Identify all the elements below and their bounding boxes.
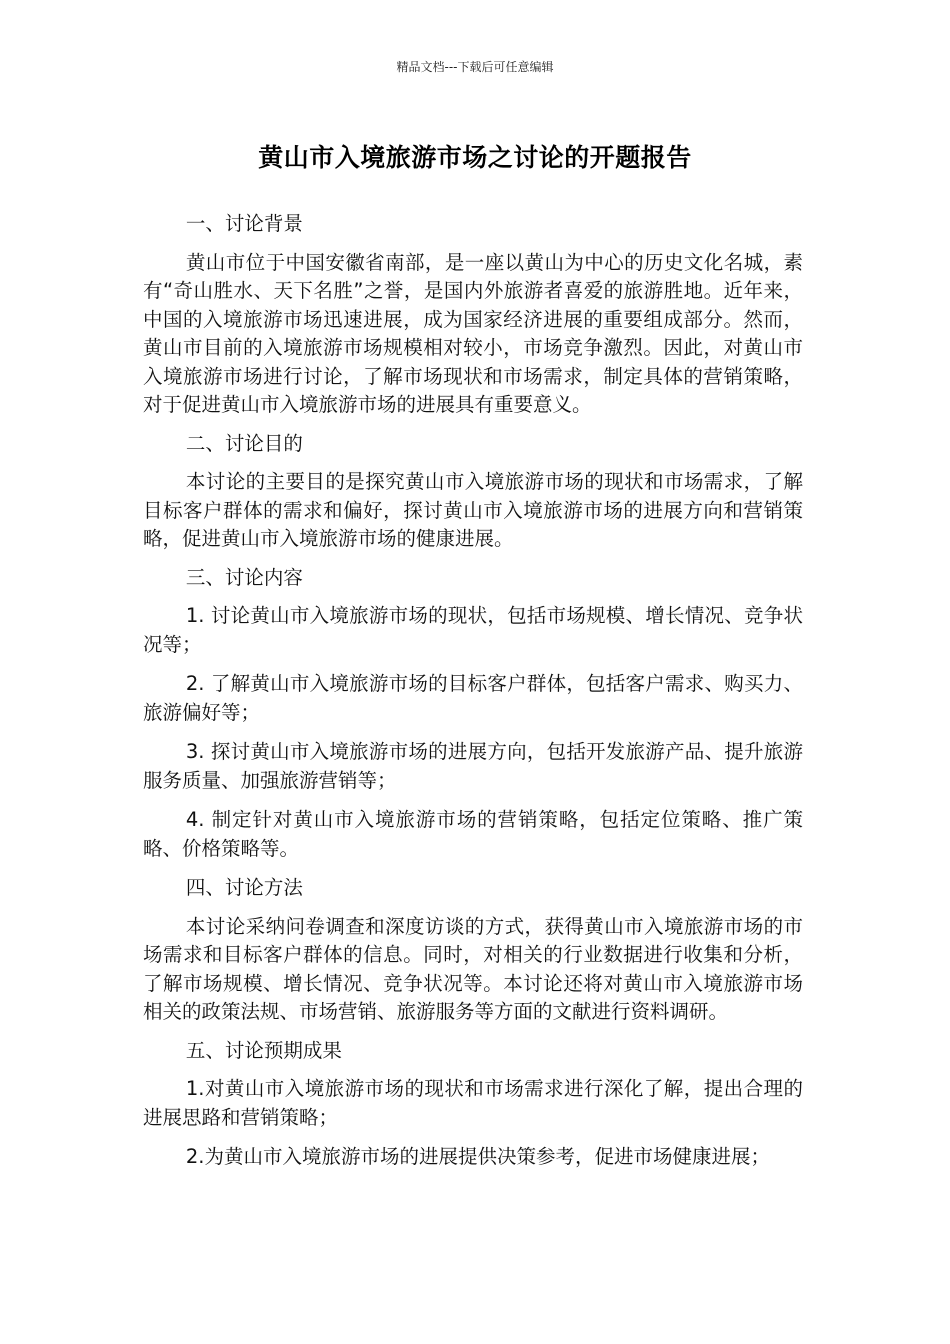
- list-item-content-4: 4. 制定针对黄山市入境旅游市场的营销策略，包括定位策略、推广策略、价格策略等。: [143, 808, 803, 860]
- section-heading-content: 三、讨论内容: [185, 565, 303, 589]
- paragraph-method: 本讨论采纳问卷调查和深度访谈的方式，获得黄山市入境旅游市场的市场需求和目标客户群体的信息。同时，对相关的行业数据进行收集和分析，了解市场规模、增长情况、竞争状况等。本讨论还将对黄山市入境旅游市场相关的政策法规、市场营销、旅游服务等方面的文献进行资料调研。: [143, 914, 803, 1023]
- list-item-outcome-1: 1.对黄山市入境旅游市场的现状和市场需求进行深化了解，提出合理的进展思路和营销策略；: [143, 1077, 803, 1129]
- paragraph-purpose: 本讨论的主要目的是探究黄山市入境旅游市场的现状和市场需求，了解目标客户群体的需求和偏好，探讨黄山市入境旅游市场的进展方向和营销策略，促进黄山市入境旅游市场的健康进展。: [143, 470, 803, 550]
- section-heading-outcomes: 五、讨论预期成果: [185, 1038, 342, 1062]
- list-item-content-1: 1. 讨论黄山市入境旅游市场的现状，包括市场规模、增长情况、竞争状况等；: [143, 604, 803, 656]
- section-heading-purpose: 二、讨论目的: [185, 431, 303, 455]
- list-item-content-2: 2. 了解黄山市入境旅游市场的目标客户群体，包括客户需求、购买力、旅游偏好等；: [143, 672, 803, 724]
- list-item-content-3: 3. 探讨黄山市入境旅游市场的进展方向，包括开发旅游产品、提升旅游服务质量、加强旅游营销等；: [143, 740, 803, 792]
- list-item-outcome-2: 2.为黄山市入境旅游市场的进展提供决策参考，促进市场健康进展；: [185, 1145, 770, 1168]
- section-heading-method: 四、讨论方法: [185, 876, 303, 899]
- document-title: 黄山市入境旅游市场之讨论的开题报告: [258, 143, 692, 172]
- paragraph-background: 黄山市位于中国安徽省南部，是一座以黄山为中心的历史文化名城，素有“奇山胜水、天下名胜”之誉，是国内外旅游者喜爱的旅游胜地。近年来，中国的入境旅游市场迅速进展，成为国家经济进展的重要组成部分。然而，黄山市目前的入境旅游市场规模相对较小，市场竞争激烈。因此，对黄山市入境旅游市场进行讨论，了解市场现状和市场需求，制定具体的营销策略，对于促进黄山市入境旅游市场的进展具有重要意义。: [143, 250, 803, 416]
- document-body: [143, 210, 803, 1183]
- page-header-note: 精品文档---下载后可任意编辑: [396, 60, 554, 74]
- section-heading-background: 一、讨论背景: [185, 212, 303, 235]
